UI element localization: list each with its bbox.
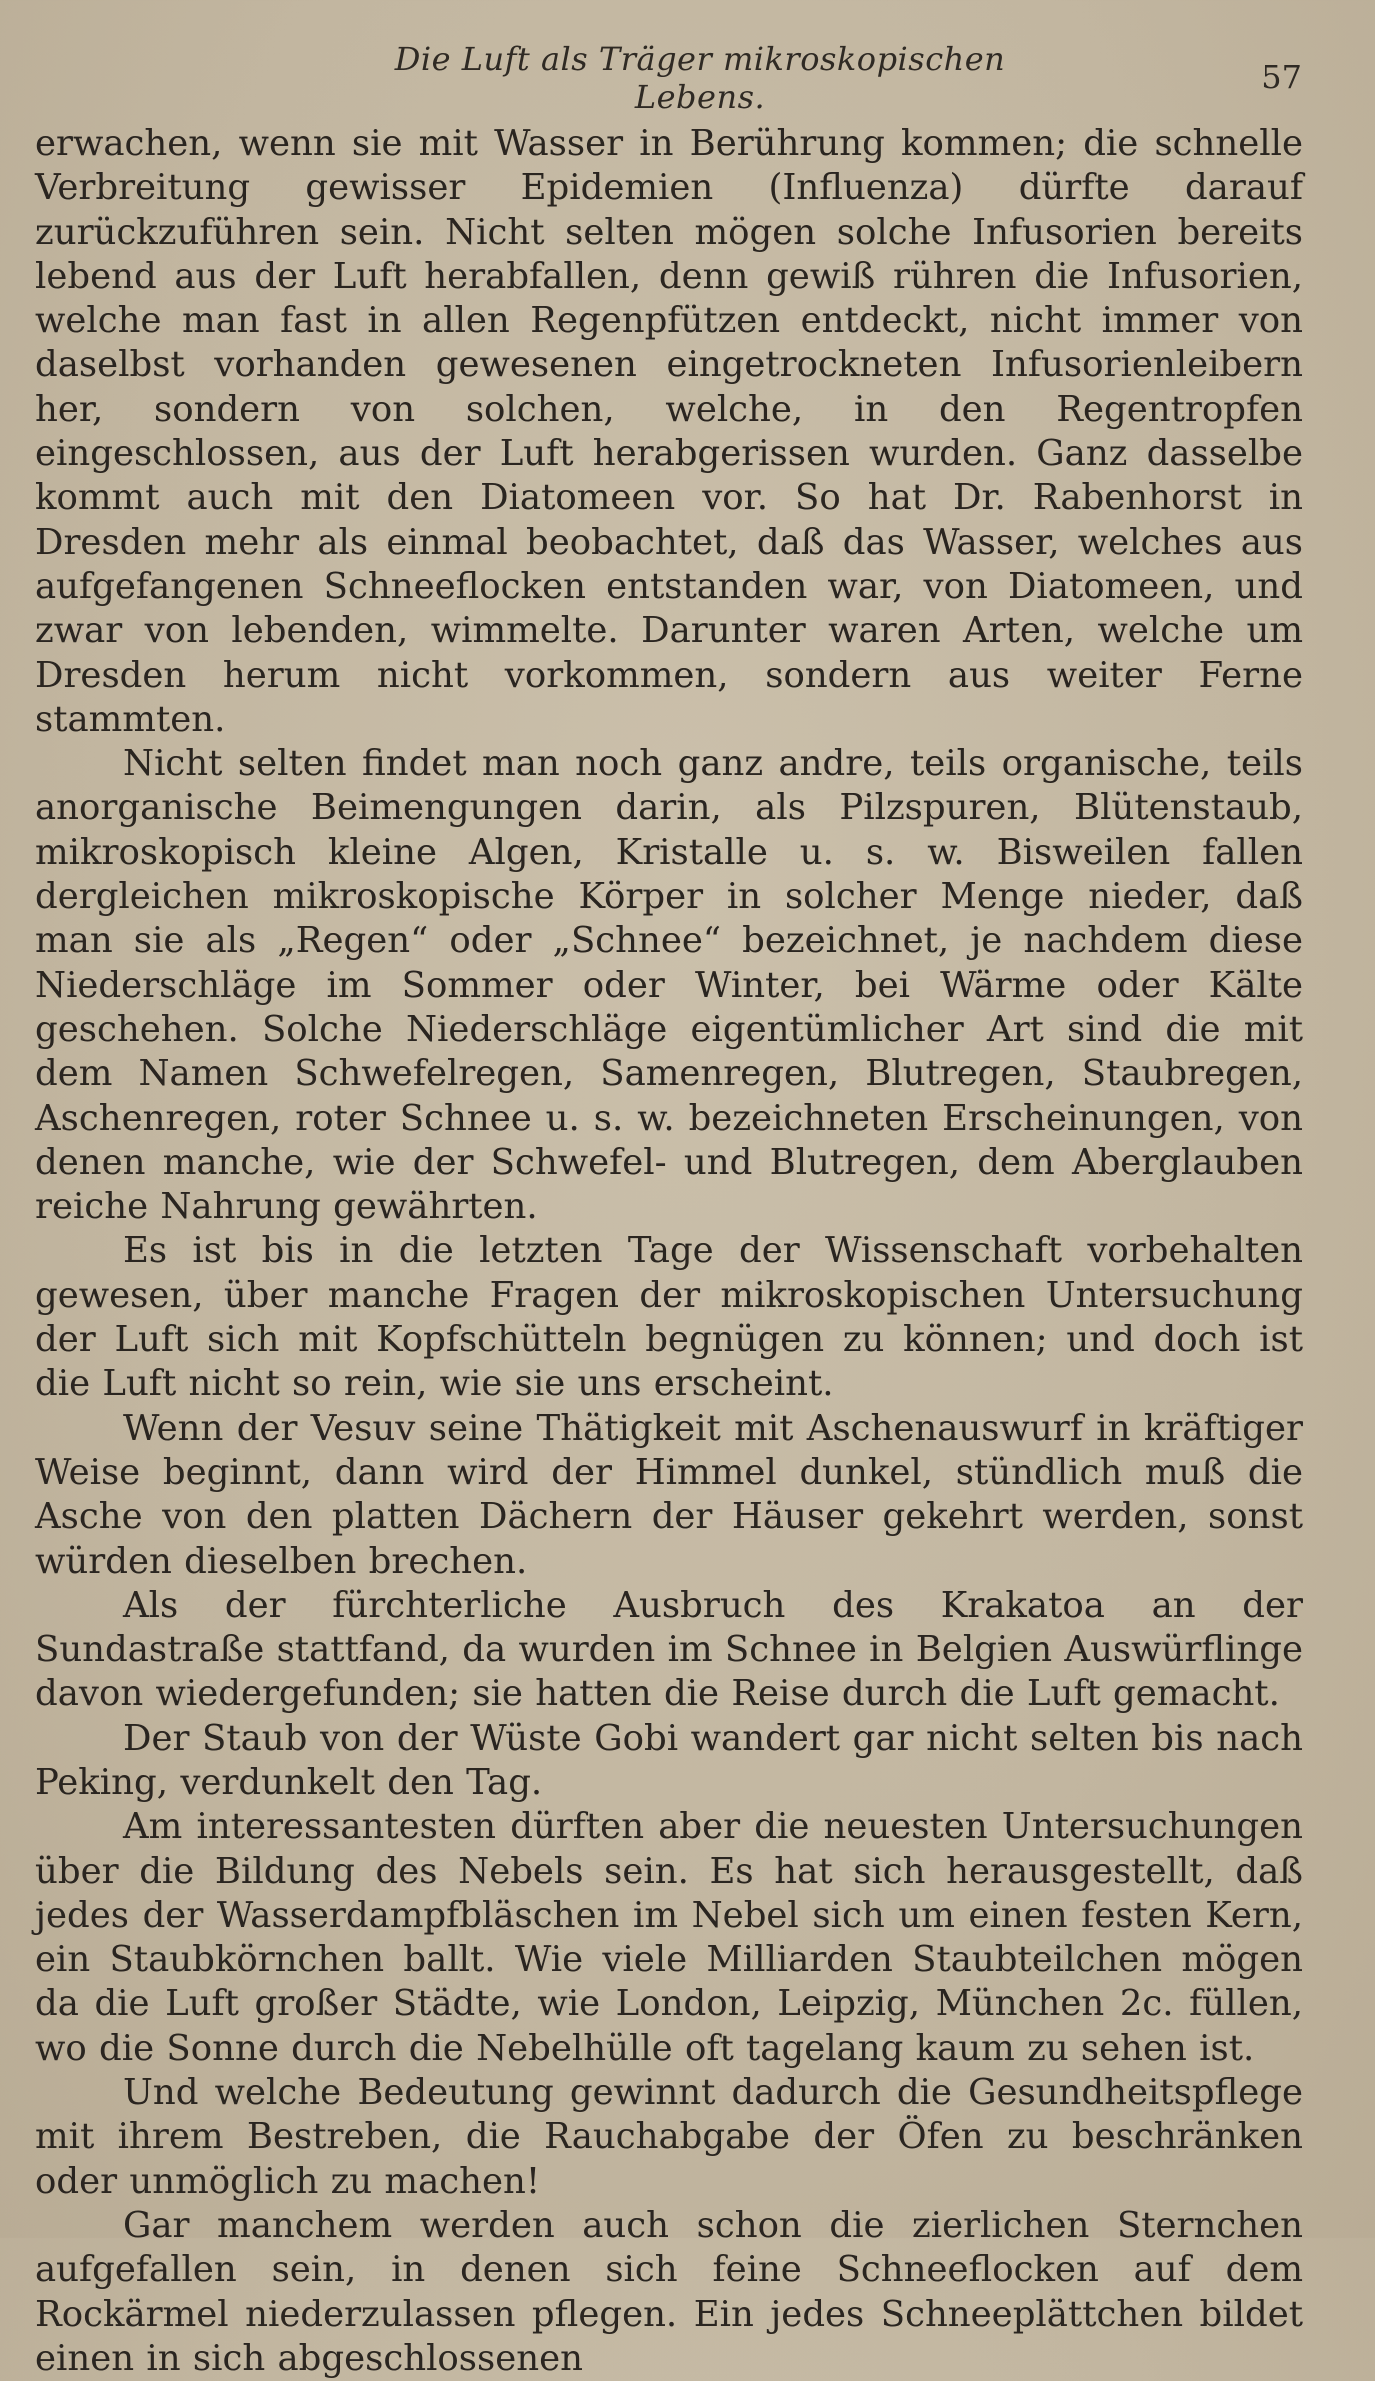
paragraph-7: Am interessantesten dürften aber die neuesten Untersuchungen über die Bildung des Nebels sein. Es hat sich herausgestellt, daß jedes der Wasserdampfbläschen im Nebel sich um einen festen Kern, ein Staubkörnchen ballt. Wie viele Milliarden Staubteilchen mögen da die Luft großer Städte, wie London, Leipzig, München 2c. füllen, wo die Sonne durch die Nebelhülle oft tagelang kaum zu sehen ist.	[35, 1806, 1303, 2069]
running-head: Die Luft als Träger mikroskopischen Lebens.	[394, 40, 1006, 116]
paragraph-4: Wenn der Vesuv seine Thätigkeit mit Aschenauswurf in kräftiger Weise beginnt, dann wird der Himmel dunkel, stündlich muß die Asche von den platten Dächern der Häuser gekehrt werden, sonst würden dieselben brechen.	[35, 1407, 1303, 1582]
paragraph-6: Der Staub von der Wüste Gobi wandert gar nicht selten bis nach Peking, verdunkelt den Tag.	[35, 1717, 1303, 1803]
body-text	[35, 122, 1303, 2381]
paragraph-8: Und welche Bedeutung gewinnt dadurch die Gesundheitspflege mit ihrem Bestreben, die Rauchabgabe der Öfen zu beschränken oder unmöglich zu machen!	[35, 2072, 1303, 2202]
paragraph-1: erwachen, wenn sie mit Wasser in Berührung kommen; die schnelle Verbreitung gewisser Epidemien (Influenza) dürfte darauf zurückzuführen sein. Nicht selten mögen solche Infusorien bereits lebend aus der Luft herabfallen, denn gewiß rühren die Infusorien, welche man fast in allen Regenpfützen entdeckt, nicht immer von daselbst vorhanden gewesenen eingetrockneten Infusorienleibern her, sondern von solchen, welche, in den Regentropfen eingeschlossen, aus der Luft herabgerissen wurden. Ganz dasselbe kommt auch mit den Diatomeen vor. So hat Dr. Rabenhorst in Dresden mehr als einmal beobachtet, daß das Wasser, welches aus aufgefangenen Schneeflocken entstanden war, von Diatomeen, und zwar von lebenden, wimmelte. Darunter waren Arten, welche um Dresden herum nicht vorkommen, sondern aus weiter Ferne stammten.	[35, 123, 1303, 740]
paragraph-2: Nicht selten findet man noch ganz andre, teils organische, teils anorganische Beimengungen darin, als Pilzspuren, Blütenstaub, mikroskopisch kleine Algen, Kristalle u. s. w. Bisweilen fallen dergleichen mikroskopische Körper in solcher Menge nieder, daß man sie als „Regen“ oder „Schnee“ bezeichnet, je nachdem diese Niederschläge im Sommer oder Winter, bei Wärme oder Kälte geschehen. Solche Niederschläge eigentümlicher Art sind die mit dem Namen Schwefelregen, Samenregen, Blutregen, Staubregen, Aschenregen, roter Schnee u. s. w. bezeichneten Erscheinungen, von denen manche, wie der Schwefel- und Blutregen, dem Aberglauben reiche Nahrung gewährten.	[35, 743, 1303, 1228]
paragraph-3: Es ist bis in die letzten Tage der Wissenschaft vorbehalten gewesen, über manche Fragen der mikroskopischen Untersuchung der Luft sich mit Kopfschütteln begnügen zu können; und doch ist die Luft nicht so rein, wie sie uns erscheint.	[35, 1230, 1303, 1405]
paragraph-9: Gar manchem werden auch schon die zierlichen Sternchen aufgefallen sein, in denen sich feine Schneeflocken auf dem Rockärmel niederzulassen pflegen. Ein jedes Schneeplättchen bildet einen in sich abgeschlossenen	[35, 2204, 1303, 2379]
paragraph-5: Als der fürchterliche Ausbruch des Krakatoa an der Sundastraße stattfand, da wurden im Schnee in Belgien Auswürflinge davon wiedergefunden; sie hatten die Reise durch die Luft gemacht.	[35, 1584, 1303, 1715]
page-number: 57	[1261, 58, 1302, 96]
